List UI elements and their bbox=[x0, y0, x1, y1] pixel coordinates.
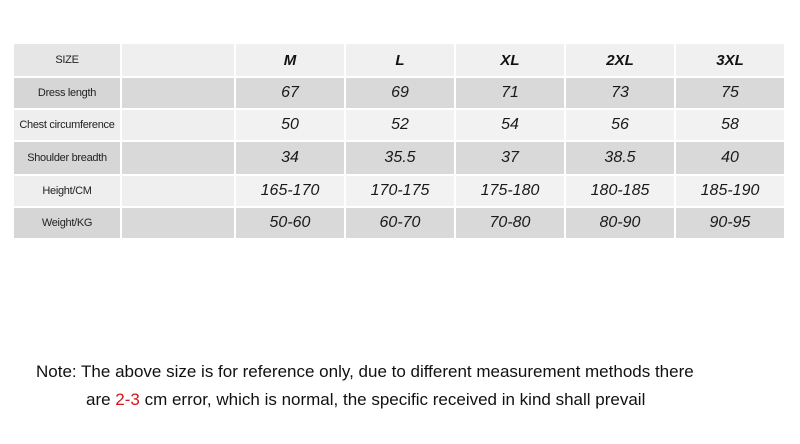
table-cell: 73 bbox=[566, 78, 676, 110]
size-chart-table bbox=[14, 44, 786, 240]
size-header-xl: XL bbox=[456, 44, 566, 78]
table-row bbox=[14, 142, 786, 176]
note-error-range: 2-3 bbox=[115, 390, 140, 409]
size-header-3xl: 3XL bbox=[676, 44, 786, 78]
spacer-cell bbox=[122, 44, 236, 78]
spacer-cell bbox=[122, 142, 236, 176]
table-cell: 35.5 bbox=[346, 142, 456, 176]
table-row bbox=[14, 110, 786, 142]
table-cell: 165-170 bbox=[236, 176, 346, 208]
table-row bbox=[14, 208, 786, 240]
size-header-2xl: 2XL bbox=[566, 44, 676, 78]
size-header-m: M bbox=[236, 44, 346, 78]
note-line-2-prefix: are bbox=[86, 390, 116, 409]
table-cell: 175-180 bbox=[456, 176, 566, 208]
table-cell: 40 bbox=[676, 142, 786, 176]
row-label-weight: Weight/KG bbox=[14, 208, 122, 240]
table-cell: 70-80 bbox=[456, 208, 566, 240]
table-cell: 71 bbox=[456, 78, 566, 110]
table-cell: 58 bbox=[676, 110, 786, 142]
row-label-chest-circumference: Chest circumference bbox=[14, 110, 122, 142]
table-cell: 54 bbox=[456, 110, 566, 142]
table-cell: 37 bbox=[456, 142, 566, 176]
table-cell: 170-175 bbox=[346, 176, 456, 208]
table-cell: 60-70 bbox=[346, 208, 456, 240]
spacer-cell bbox=[122, 208, 236, 240]
table-cell: 75 bbox=[676, 78, 786, 110]
table-cell: 67 bbox=[236, 78, 346, 110]
table-cell: 38.5 bbox=[566, 142, 676, 176]
row-label-height: Height/CM bbox=[14, 176, 122, 208]
table-cell: 34 bbox=[236, 142, 346, 176]
size-header-label: SIZE bbox=[14, 44, 122, 78]
table-cell: 180-185 bbox=[566, 176, 676, 208]
table-cell: 90-95 bbox=[676, 208, 786, 240]
table-cell: 69 bbox=[346, 78, 456, 110]
table-row bbox=[14, 78, 786, 110]
table-cell: 56 bbox=[566, 110, 676, 142]
table-cell: 50-60 bbox=[236, 208, 346, 240]
spacer-cell bbox=[122, 110, 236, 142]
table-cell: 80-90 bbox=[566, 208, 676, 240]
spacer-cell bbox=[122, 78, 236, 110]
row-label-dress-length: Dress length bbox=[14, 78, 122, 110]
table-row bbox=[14, 176, 786, 208]
table-cell: 52 bbox=[346, 110, 456, 142]
spacer-cell bbox=[122, 176, 236, 208]
table-cell: 185-190 bbox=[676, 176, 786, 208]
note-line-2-suffix: cm error, which is normal, the specific received in kind shall prevail bbox=[139, 390, 646, 409]
row-label-shoulder-breadth: Shoulder breadth bbox=[14, 142, 122, 176]
header-row bbox=[14, 44, 786, 78]
note-line-1: Note: The above size is for reference only, due to different measurement methods there bbox=[36, 362, 694, 381]
note-line-2 bbox=[86, 386, 645, 414]
size-header-l: L bbox=[346, 44, 456, 78]
table-cell: 50 bbox=[236, 110, 346, 142]
